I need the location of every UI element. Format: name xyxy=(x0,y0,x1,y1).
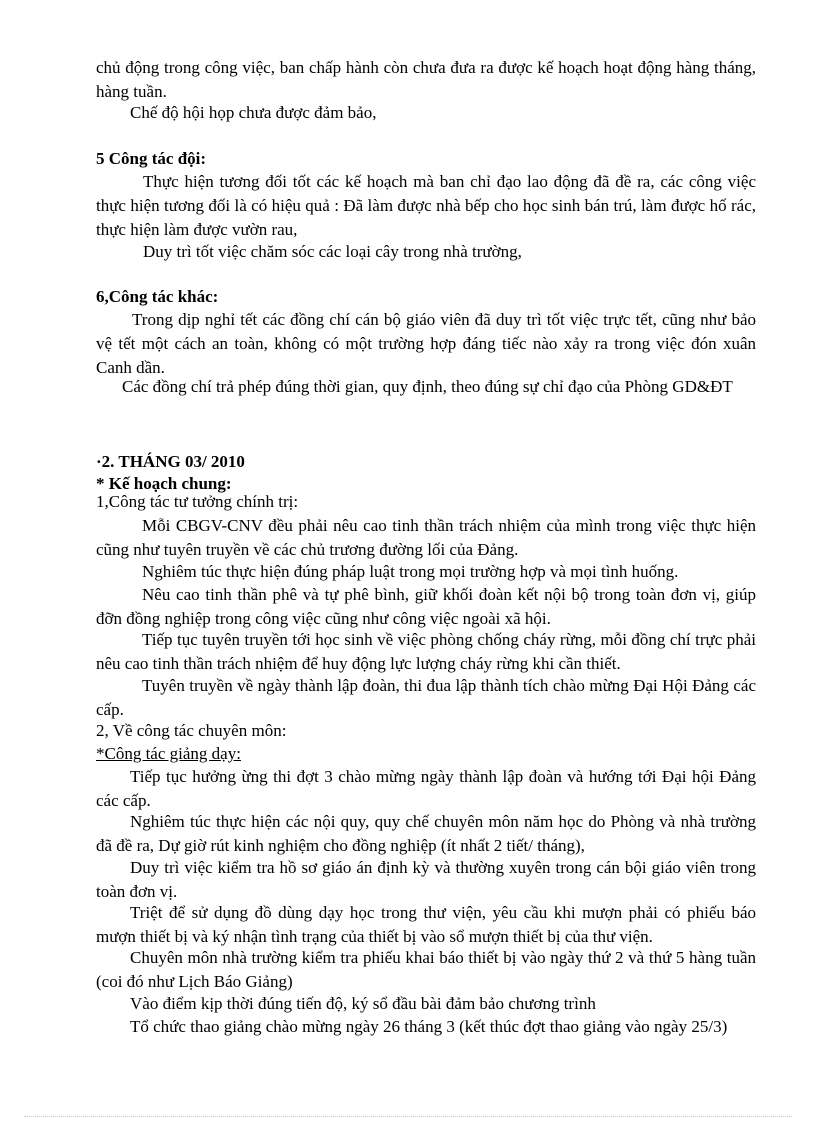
paragraph-giang-day-5: Chuyên môn nhà trường kiểm tra phiếu khai báo thiết bị vào ngày thứ 2 và thứ 5 hàng tuần (coi đó như Lịch Báo Giảng) xyxy=(96,948,756,991)
paragraph-che-do-hoi-hop: Chế độ hội họp chưa được đảm bảo, xyxy=(130,103,377,122)
page-bottom-divider xyxy=(24,1116,792,1117)
paragraph-giang-day-3: Duy trì việc kiểm tra hồ sơ giáo án định kỳ và thường xuyên trong cán bội giáo viên trong toàn đơn vị. xyxy=(96,858,756,901)
paragraph-tu-tuong-5: Tuyên truyền về ngày thành lập đoàn, thi đua lập thành tích chào mừng Đại Hội Đảng các cấp. xyxy=(96,676,756,719)
paragraph-tu-tuong-1: Mỗi CBGV-CNV đều phải nêu cao tinh thần trách nhiệm của mình trong việc thực hiện cũng như tuyên truyền về các chủ trương đường lối của Đảng. xyxy=(96,516,756,559)
month-heading: ·2. THÁNG 03/ 2010 xyxy=(96,452,245,471)
paragraph-tu-tuong-2: Nghiêm túc thực hiện đúng pháp luật trong mọi trường hợp và mọi tình huống. xyxy=(142,562,679,581)
paragraph-tu-tuong-4: Tiếp tục tuyên truyền tới học sinh về việc phòng chống cháy rừng, mỗi đồng chí trực phải nêu cao tinh thần trách nhiệm để huy động lực lượng cháy rừng khi cần thiết. xyxy=(96,630,756,673)
paragraph-giang-day-1: Tiếp tục hưởng ừng thi đợt 3 chào mừng ngày thành lập đoàn và hướng tới Đại hội Đảng các cấp. xyxy=(96,767,756,810)
paragraph-giang-day-6: Vào điểm kịp thời đúng tiến độ, ký sổ đầu bài đảm bảo chương trình xyxy=(130,994,596,1013)
teaching-heading: *Công tác giảng dạy: xyxy=(96,744,241,763)
subsection-title-tu-tuong: 1,Công tác tư tưởng chính trị: xyxy=(96,492,299,511)
subsection-title-chuyen-mon: 2, Về công tác chuyên môn: xyxy=(96,721,287,740)
paragraph-cong-tac-doi-2: Duy trì tốt việc chăm sóc các loại cây trong nhà trường, xyxy=(143,242,522,261)
paragraph-giang-day-4: Triệt để sử dụng đồ dùng dạy học trong thư viện, yêu cầu khi mượn phải có phiếu báo mượn thiết bị và ký nhận tình trạng của thiết bị vào sổ mượn thiết bị của thư viện. xyxy=(96,903,756,946)
paragraph-cong-tac-khac-2: Các đồng chí trả phép đúng thời gian, quy định, theo đúng sự chỉ đạo của Phòng GD&ĐT xyxy=(122,377,733,396)
plan-heading: * Kế hoạch chung: xyxy=(96,474,232,493)
paragraph-giang-day-7: Tổ chức thao giảng chào mừng ngày 26 tháng 3 (kết thúc đợt thao giảng vào ngày 25/3) xyxy=(130,1017,728,1036)
paragraph-ban-chap-hanh: chủ động trong công việc, ban chấp hành còn chưa đưa ra được kế hoạch hoạt động hàng tháng, hàng tuần. xyxy=(96,58,756,101)
paragraph-tu-tuong-3: Nêu cao tinh thần phê và tự phê bình, giữ khối đoàn kết nội bộ trong toàn đơn vị, giúp đỡn đồng nghiệp trong công việc cũng như công việc ngoài xã hội. xyxy=(96,585,756,628)
paragraph-cong-tac-doi-1: Thực hiện tương đối tốt các kế hoạch mà ban chỉ đạo lao động đã đề ra, các công việc thực hiện tương đối là có hiệu quả : Đã làm được nhà bếp cho học sinh bán trú, làm được hố rác, thực hiện làm được vườn rau, xyxy=(96,172,756,239)
paragraph-giang-day-2: Nghiêm túc thực hiện các nội quy, quy chế chuyên môn năm học do Phòng và nhà trường đã đề ra, Dự giờ rút kinh nghiệm cho đồng nghiệp (ít nhất 2 tiết/ tháng), xyxy=(96,812,756,855)
paragraph-cong-tac-khac-1: Trong dịp nghỉ tết các đồng chí cán bộ giáo viên đã duy trì tốt việc trực tết, cũng như bảo vệ tết một cách an toàn, không có một trường hợp đáng tiếc nào xảy ra trong việc đón xuân Canh dần. xyxy=(96,310,756,377)
section-heading-cong-tac-doi: 5 Công tác đội: xyxy=(96,149,207,168)
section-heading-cong-tac-khac: 6,Công tác khác: xyxy=(96,287,219,306)
